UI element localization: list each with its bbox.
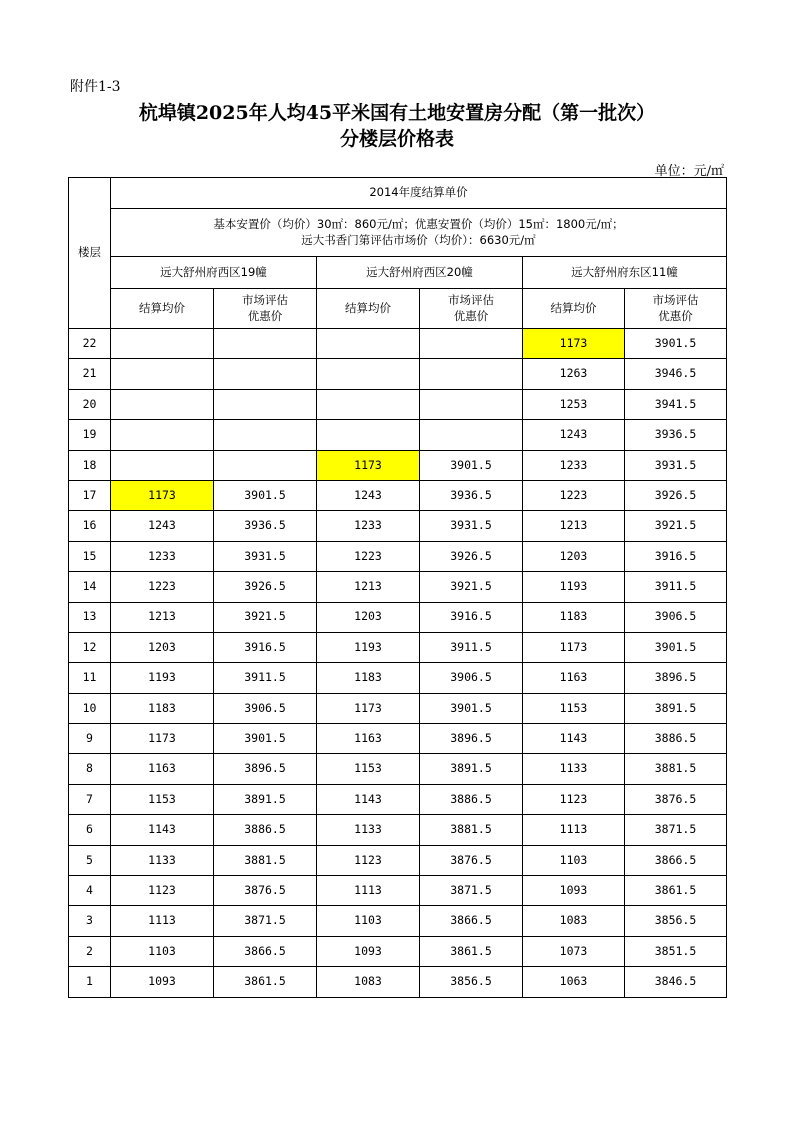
settle-price-cell: 1183 — [523, 602, 625, 632]
attachment-label: 附件1-3 — [70, 79, 121, 95]
price-table-body — [69, 178, 727, 998]
market-price-cell: 3936.5 — [420, 480, 523, 510]
floor-number: 9 — [69, 724, 111, 754]
table-row — [69, 906, 727, 936]
settle-price-cell: 1243 — [111, 511, 214, 541]
table-row — [69, 754, 727, 784]
settle-price-cell: 1263 — [523, 359, 625, 389]
market-price-cell: 3936.5 — [625, 420, 727, 450]
settle-price-cell: 1133 — [111, 845, 214, 875]
table-row — [69, 815, 727, 845]
settle-price-cell: 1163 — [317, 724, 420, 754]
settle-price-cell: 1183 — [317, 663, 420, 693]
settle-price-cell — [317, 329, 420, 359]
market-price-cell: 3891.5 — [625, 693, 727, 723]
market-price-cell: 3926.5 — [625, 480, 727, 510]
table-row — [69, 876, 727, 906]
settle-price-cell — [111, 389, 214, 419]
market-price-cell — [214, 420, 317, 450]
settle-price-cell: 1083 — [523, 906, 625, 936]
settle-price-cell: 1063 — [523, 967, 625, 997]
market-price-cell: 3861.5 — [625, 876, 727, 906]
market-price-cell: 3901.5 — [625, 632, 727, 662]
settle-price-cell — [111, 420, 214, 450]
settle-price-cell: 1143 — [317, 784, 420, 814]
market-price-header-line1: 市场评估 — [242, 292, 288, 307]
settle-price-cell: 1203 — [317, 602, 420, 632]
settle-price-cell: 1203 — [111, 632, 214, 662]
market-price-cell: 3941.5 — [625, 389, 727, 419]
settle-price-cell: 1113 — [523, 815, 625, 845]
settle-price-cell: 1253 — [523, 389, 625, 419]
settle-price-cell: 1113 — [111, 906, 214, 936]
market-price-cell: 3876.5 — [420, 845, 523, 875]
year-header: 2014年度结算单价 — [111, 178, 727, 209]
market-price-cell — [420, 420, 523, 450]
market-price-cell: 3881.5 — [420, 815, 523, 845]
floor-number: 21 — [69, 359, 111, 389]
settle-price-cell: 1183 — [111, 693, 214, 723]
market-price-header-line1: 市场评估 — [448, 292, 494, 307]
market-price-cell: 3846.5 — [625, 967, 727, 997]
market-price-cell: 3916.5 — [420, 602, 523, 632]
settle-price-cell: 1153 — [523, 693, 625, 723]
pricing-note-line1: 基本安置价（均价）30㎡：860元/㎡；优惠安置价（均价）15㎡：1800元/㎡； — [213, 216, 624, 231]
settle-price-cell: 1233 — [317, 511, 420, 541]
market-price-cell: 3876.5 — [214, 876, 317, 906]
table-row — [69, 541, 727, 571]
floor-number: 16 — [69, 511, 111, 541]
settle-price-cell: 1173 — [523, 632, 625, 662]
market-price-cell: 3901.5 — [625, 329, 727, 359]
settle-price-cell: 1163 — [111, 754, 214, 784]
market-price-header-line2: 优惠价 — [658, 308, 693, 323]
settle-price-cell: 1143 — [523, 724, 625, 754]
settle-price-cell: 1103 — [317, 906, 420, 936]
market-price-cell: 3911.5 — [214, 663, 317, 693]
settle-price-cell: 1133 — [523, 754, 625, 784]
floor-number: 5 — [69, 845, 111, 875]
market-price-cell: 3916.5 — [214, 632, 317, 662]
market-price-header — [420, 289, 523, 329]
market-price-cell: 3881.5 — [214, 845, 317, 875]
settle-price-cell — [111, 329, 214, 359]
floor-number: 22 — [69, 329, 111, 359]
market-price-cell: 3921.5 — [625, 511, 727, 541]
market-price-cell: 3901.5 — [214, 724, 317, 754]
settle-price-cell: 1133 — [317, 815, 420, 845]
settle-price-cell: 1193 — [111, 663, 214, 693]
settle-price-cell: 1113 — [317, 876, 420, 906]
market-price-cell: 3861.5 — [214, 967, 317, 997]
market-price-cell: 3881.5 — [625, 754, 727, 784]
pricing-note-line2: 远大书香门第评估市场价（均价）：6630元/㎡ — [301, 232, 536, 247]
settle-price-cell: 1123 — [523, 784, 625, 814]
table-row — [69, 724, 727, 754]
floor-number: 3 — [69, 906, 111, 936]
market-price-cell — [420, 329, 523, 359]
market-price-cell: 3931.5 — [214, 541, 317, 571]
market-price-header-line2: 优惠价 — [453, 308, 489, 323]
settle-price-cell: 1193 — [523, 572, 625, 602]
market-price-cell: 3901.5 — [214, 480, 317, 510]
settle-price-cell: 1153 — [111, 784, 214, 814]
building-header-3: 远大舒州府东区11幢 — [523, 257, 727, 289]
market-price-cell — [420, 389, 523, 419]
settle-price-cell: 1243 — [523, 420, 625, 450]
settle-price-cell: 1093 — [523, 876, 625, 906]
market-price-header-line1: 市场评估 — [652, 292, 699, 307]
market-price-cell: 3891.5 — [420, 754, 523, 784]
market-price-cell: 3896.5 — [214, 754, 317, 784]
settle-price-header: 结算均价 — [111, 289, 214, 329]
settle-price-cell: 1123 — [317, 845, 420, 875]
table-row — [69, 602, 727, 632]
market-price-cell: 3931.5 — [420, 511, 523, 541]
floor-number: 2 — [69, 936, 111, 966]
settle-price-cell: 1223 — [111, 572, 214, 602]
market-price-cell — [420, 359, 523, 389]
floor-header: 楼层 — [69, 178, 111, 329]
settle-price-cell: 1143 — [111, 815, 214, 845]
table-row — [69, 572, 727, 602]
settle-price-cell: 1103 — [111, 936, 214, 966]
market-price-cell: 3866.5 — [420, 906, 523, 936]
pricing-note — [111, 209, 727, 257]
market-price-cell: 3851.5 — [625, 936, 727, 966]
settle-price-cell: 1093 — [317, 936, 420, 966]
table-row — [69, 359, 727, 389]
market-price-cell: 3931.5 — [625, 450, 727, 480]
building-header-1: 远大舒州府西区19幢 — [111, 257, 317, 289]
table-row — [69, 480, 727, 510]
floor-number: 6 — [69, 815, 111, 845]
settle-price-cell — [111, 450, 214, 480]
floor-number: 17 — [69, 480, 111, 510]
floor-number: 10 — [69, 693, 111, 723]
table-row — [69, 511, 727, 541]
table-row — [69, 936, 727, 966]
settle-price-cell: 1223 — [523, 480, 625, 510]
settle-price-cell: 1093 — [111, 967, 214, 997]
market-price-header-line2: 优惠价 — [247, 308, 283, 323]
market-price-cell: 3876.5 — [625, 784, 727, 814]
table-row — [69, 450, 727, 480]
settle-price-cell: 1103 — [523, 845, 625, 875]
settle-price-cell: 1173 — [111, 724, 214, 754]
market-price-cell: 3866.5 — [625, 845, 727, 875]
table-row — [69, 967, 727, 997]
market-price-cell: 3891.5 — [214, 784, 317, 814]
settle-price-cell: 1223 — [317, 541, 420, 571]
floor-number: 1 — [69, 967, 111, 997]
market-price-cell: 3871.5 — [625, 815, 727, 845]
settle-price-cell: 1173 — [523, 329, 625, 359]
market-price-cell: 3921.5 — [420, 572, 523, 602]
floor-number: 8 — [69, 754, 111, 784]
settle-price-header: 结算均价 — [523, 289, 625, 329]
settle-price-cell: 1243 — [317, 480, 420, 510]
settle-price-cell: 1233 — [523, 450, 625, 480]
market-price-cell: 3886.5 — [214, 815, 317, 845]
table-row — [69, 632, 727, 662]
settle-price-cell — [111, 359, 214, 389]
market-price-cell: 3871.5 — [420, 876, 523, 906]
market-price-cell: 3861.5 — [420, 936, 523, 966]
market-price-header — [625, 289, 727, 329]
market-price-cell: 3926.5 — [214, 572, 317, 602]
floor-number: 14 — [69, 572, 111, 602]
market-price-cell: 3871.5 — [214, 906, 317, 936]
market-price-cell: 3911.5 — [420, 632, 523, 662]
document-title: 杭埠镇2025年人均45平米国有土地安置房分配（第一批次） — [138, 102, 656, 124]
market-price-cell: 3936.5 — [214, 511, 317, 541]
settle-price-cell: 1173 — [317, 450, 420, 480]
floor-number: 20 — [69, 389, 111, 419]
settle-price-cell: 1193 — [317, 632, 420, 662]
settle-price-cell: 1173 — [317, 693, 420, 723]
floor-number: 19 — [69, 420, 111, 450]
table-row — [69, 420, 727, 450]
unit-label: 单位：元/㎡ — [654, 164, 724, 179]
floor-number: 4 — [69, 876, 111, 906]
settle-price-cell: 1203 — [523, 541, 625, 571]
settle-price-cell: 1173 — [111, 480, 214, 510]
market-price-cell — [214, 329, 317, 359]
table-row — [69, 693, 727, 723]
price-table — [68, 177, 727, 998]
market-price-cell — [214, 389, 317, 419]
floor-number: 12 — [69, 632, 111, 662]
market-price-header — [214, 289, 317, 329]
market-price-cell: 3886.5 — [625, 724, 727, 754]
market-price-cell: 3866.5 — [214, 936, 317, 966]
table-row — [69, 329, 727, 359]
market-price-cell: 3856.5 — [625, 906, 727, 936]
market-price-cell: 3896.5 — [625, 663, 727, 693]
market-price-cell: 3946.5 — [625, 359, 727, 389]
settle-price-cell: 1123 — [111, 876, 214, 906]
market-price-cell: 3906.5 — [625, 602, 727, 632]
floor-number: 18 — [69, 450, 111, 480]
document-subtitle: 分楼层价格表 — [339, 128, 454, 150]
floor-number: 15 — [69, 541, 111, 571]
market-price-cell: 3856.5 — [420, 967, 523, 997]
market-price-cell: 3886.5 — [420, 784, 523, 814]
market-price-cell — [214, 359, 317, 389]
market-price-cell: 3921.5 — [214, 602, 317, 632]
settle-price-cell: 1233 — [111, 541, 214, 571]
market-price-cell: 3906.5 — [420, 663, 523, 693]
settle-price-header: 结算均价 — [317, 289, 420, 329]
building-header-2: 远大舒州府西区20幢 — [317, 257, 523, 289]
market-price-cell — [214, 450, 317, 480]
table-row — [69, 845, 727, 875]
settle-price-cell — [317, 359, 420, 389]
settle-price-cell — [317, 389, 420, 419]
table-row — [69, 389, 727, 419]
market-price-cell: 3926.5 — [420, 541, 523, 571]
floor-number: 13 — [69, 602, 111, 632]
market-price-cell: 3901.5 — [420, 693, 523, 723]
table-row — [69, 784, 727, 814]
settle-price-cell: 1213 — [317, 572, 420, 602]
market-price-cell: 3911.5 — [625, 572, 727, 602]
market-price-cell: 3901.5 — [420, 450, 523, 480]
table-row — [69, 663, 727, 693]
market-price-cell: 3916.5 — [625, 541, 727, 571]
settle-price-cell: 1083 — [317, 967, 420, 997]
floor-number: 11 — [69, 663, 111, 693]
settle-price-cell: 1213 — [111, 602, 214, 632]
settle-price-cell: 1163 — [523, 663, 625, 693]
market-price-cell: 3896.5 — [420, 724, 523, 754]
settle-price-cell: 1153 — [317, 754, 420, 784]
settle-price-cell — [317, 420, 420, 450]
settle-price-cell: 1213 — [523, 511, 625, 541]
settle-price-cell: 1073 — [523, 936, 625, 966]
floor-number: 7 — [69, 784, 111, 814]
market-price-cell: 3906.5 — [214, 693, 317, 723]
